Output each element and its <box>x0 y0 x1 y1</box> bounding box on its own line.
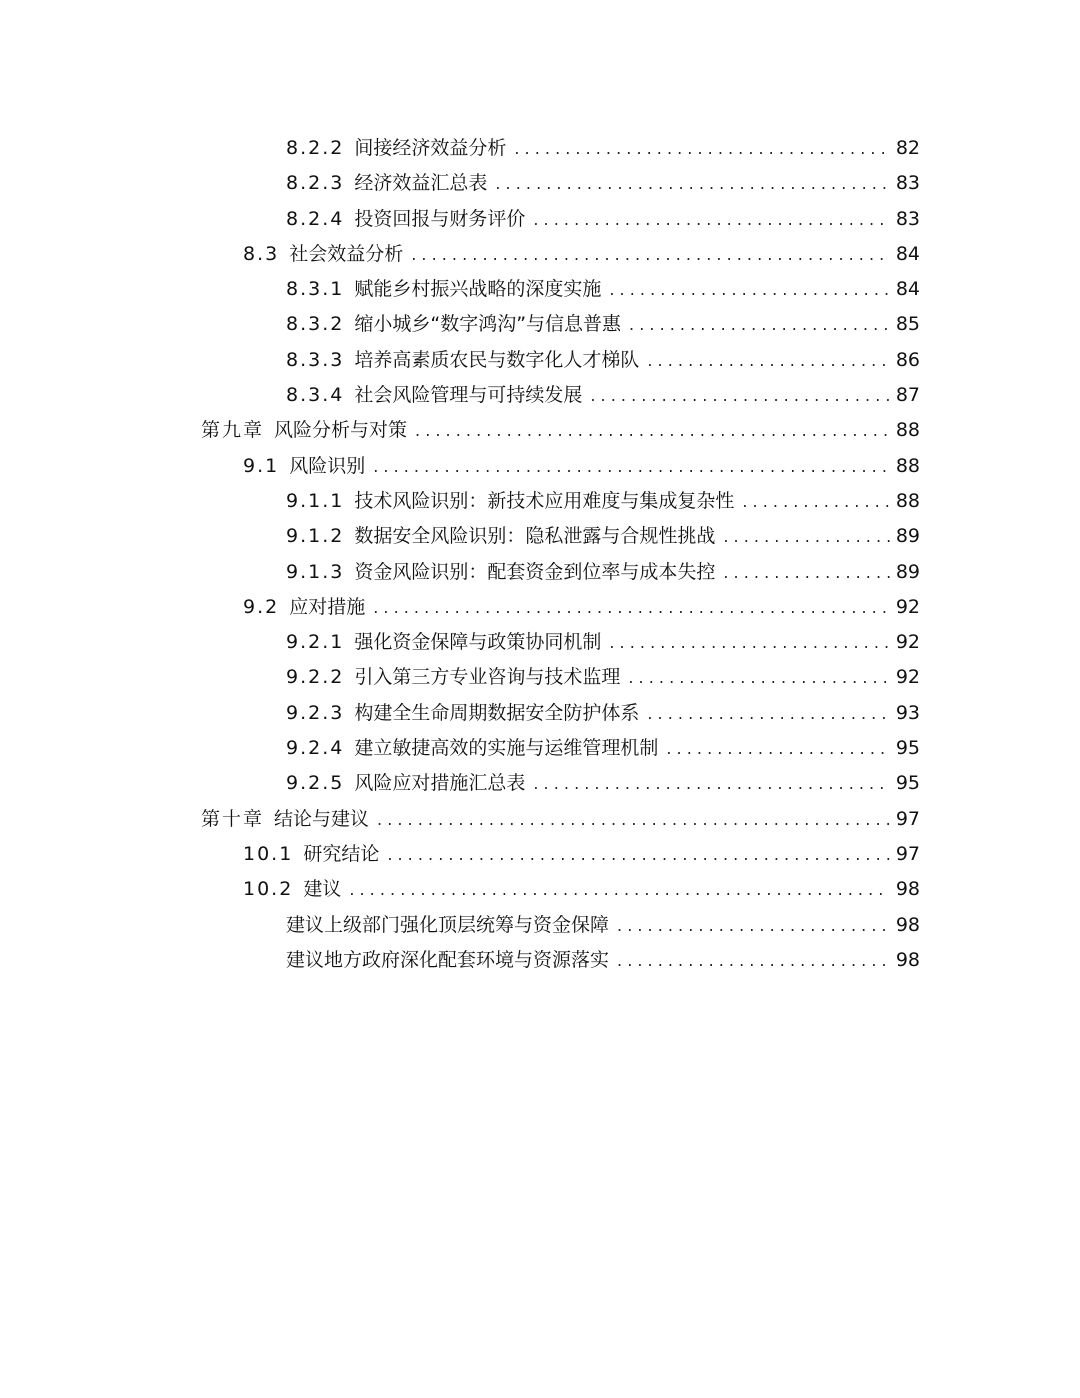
dot-leader <box>349 872 889 907</box>
entry-title: 构建全生命周期数据安全防护体系 <box>354 701 640 724</box>
toc-entry[interactable] <box>286 731 1080 766</box>
entry-number: 9.1 <box>243 454 280 477</box>
dot-leader <box>666 731 889 766</box>
entry-number: 9.2.1 <box>286 631 345 654</box>
entry-page-number: 98 <box>895 948 920 971</box>
entry-page-number: 82 <box>895 137 920 159</box>
toc-entry[interactable] <box>201 802 1080 837</box>
toc-entry[interactable] <box>286 202 1080 237</box>
dot-leader <box>387 837 889 872</box>
dot-leader <box>373 590 890 625</box>
dot-leader <box>629 307 890 342</box>
toc-entry[interactable] <box>201 413 1080 448</box>
entry-title: 风险识别 <box>289 454 366 477</box>
entry-page-number: 97 <box>895 842 920 865</box>
entry-title: 社会效益分析 <box>289 242 404 265</box>
entry-page-number: 93 <box>895 701 920 724</box>
entry-title: 建立敏捷高效的实施与运维管理机制 <box>354 737 659 760</box>
entry-page-number: 97 <box>895 807 920 830</box>
entry-page-number: 85 <box>895 313 920 336</box>
toc-entry[interactable] <box>286 378 1080 413</box>
entry-page-number: 86 <box>895 348 920 371</box>
entry-page-number: 89 <box>895 560 920 583</box>
entry-page-number: 98 <box>895 878 920 901</box>
entry-title: 培养高素质农民与数字化人才梯队 <box>354 348 640 371</box>
entry-page-number: 84 <box>895 278 920 301</box>
entry-title: 资金风险识别：配套资金到位率与成本失控 <box>354 560 716 583</box>
entry-page-number: 89 <box>895 525 920 548</box>
entry-page-number: 83 <box>895 172 920 195</box>
entry-page-number: 95 <box>895 772 920 795</box>
dot-leader <box>647 696 889 731</box>
entry-number: 第九章 <box>201 419 265 442</box>
entry-title: 赋能乡村振兴战略的深度实施 <box>354 278 602 301</box>
toc-entry[interactable] <box>286 660 1080 695</box>
entry-number: 8.3.3 <box>286 348 345 371</box>
entry-number: 9.1.1 <box>286 489 345 512</box>
entry-page-number: 84 <box>895 242 920 265</box>
entry-title: 技术风险识别：新技术应用难度与集成复杂性 <box>354 489 735 512</box>
entry-title: 间接经济效益分析 <box>354 137 507 159</box>
entry-title: 引入第三方专业咨询与技术监理 <box>354 666 621 689</box>
dot-leader <box>617 908 890 943</box>
dot-leader <box>617 943 890 978</box>
entry-page-number: 98 <box>895 913 920 936</box>
entry-number: 8.2.3 <box>286 172 345 195</box>
toc-entry[interactable] <box>286 766 1080 801</box>
entry-title: 风险应对措施汇总表 <box>354 772 526 795</box>
entry-number: 第十章 <box>201 807 265 830</box>
toc-entry[interactable] <box>286 908 1080 943</box>
dot-leader <box>742 484 889 519</box>
entry-number: 9.2.3 <box>286 701 345 724</box>
dot-leader <box>373 449 890 484</box>
dot-leader <box>377 802 890 837</box>
entry-page-number: 88 <box>895 419 920 442</box>
entry-number: 9.2.4 <box>286 737 345 760</box>
toc-entry[interactable] <box>243 449 1080 484</box>
dot-leader <box>415 413 890 448</box>
entry-title: 经济效益汇总表 <box>354 172 488 195</box>
entry-title: 应对措施 <box>289 595 366 618</box>
toc-entry[interactable] <box>286 307 1080 342</box>
entry-number: 8.3.1 <box>286 278 345 301</box>
dot-leader <box>495 166 889 201</box>
toc-entry[interactable] <box>286 484 1080 519</box>
dot-leader <box>628 660 889 695</box>
dot-leader <box>590 378 889 413</box>
entry-title: 建议上级部门强化顶层统筹与资金保障 <box>286 913 610 936</box>
entry-number: 8.2.4 <box>286 207 345 230</box>
entry-page-number: 88 <box>895 489 920 512</box>
entry-number: 10.1 <box>243 842 294 865</box>
entry-number: 8.3.4 <box>286 384 345 407</box>
entry-page-number: 87 <box>895 384 920 407</box>
toc-entry[interactable] <box>243 872 1080 907</box>
entry-number: 10.2 <box>243 878 294 901</box>
entry-title: 数据安全风险识别：隐私泄露与合规性挑战 <box>354 525 716 548</box>
dot-leader <box>533 766 889 801</box>
toc-entry[interactable] <box>286 519 1080 554</box>
dot-leader <box>647 343 889 378</box>
entry-number: 9.1.3 <box>286 560 345 583</box>
entry-page-number: 83 <box>895 207 920 230</box>
entry-page-number: 95 <box>895 737 920 760</box>
entry-title: 投资回报与财务评价 <box>354 207 526 230</box>
entry-number: 8.3.2 <box>286 313 345 336</box>
entry-title: 建议 <box>303 878 342 901</box>
dot-leader <box>609 625 889 660</box>
table-of-contents <box>0 131 1080 978</box>
entry-number: 8.2.2 <box>286 137 345 159</box>
entry-title: 社会风险管理与可持续发展 <box>354 384 583 407</box>
entry-number: 9.1.2 <box>286 525 345 548</box>
entry-number: 9.2 <box>243 595 280 618</box>
toc-entry[interactable] <box>243 837 1080 872</box>
toc-entry[interactable] <box>286 272 1080 307</box>
toc-entry[interactable] <box>286 166 1080 201</box>
toc-entry[interactable] <box>286 555 1080 590</box>
dot-leader <box>723 519 889 554</box>
entry-title: 研究结论 <box>303 842 380 865</box>
dot-leader <box>514 131 889 166</box>
entry-title: 风险分析与对策 <box>274 419 408 442</box>
entry-title: 结论与建议 <box>274 807 370 830</box>
entry-title: 缩小城乡“数字鸿沟”与信息普惠 <box>354 313 622 336</box>
dot-leader <box>411 237 890 272</box>
toc-entry[interactable] <box>286 131 1080 166</box>
toc-entry[interactable] <box>286 343 1080 378</box>
toc-entry[interactable] <box>286 625 1080 660</box>
dot-leader <box>533 202 889 237</box>
toc-entry[interactable] <box>243 237 1080 272</box>
entry-page-number: 92 <box>895 595 920 618</box>
entry-page-number: 92 <box>895 631 920 654</box>
toc-entry[interactable] <box>243 590 1080 625</box>
entry-title: 建议地方政府深化配套环境与资源落实 <box>286 948 610 971</box>
dot-leader <box>609 272 889 307</box>
toc-entry[interactable] <box>286 696 1080 731</box>
entry-page-number: 92 <box>895 666 920 689</box>
entry-page-number: 88 <box>895 454 920 477</box>
dot-leader <box>723 555 889 590</box>
entry-number: 8.3 <box>243 242 280 265</box>
entry-number: 9.2.5 <box>286 772 345 795</box>
entry-title: 强化资金保障与政策协同机制 <box>354 631 602 654</box>
toc-entry[interactable] <box>286 943 1080 978</box>
entry-number: 9.2.2 <box>286 666 345 689</box>
